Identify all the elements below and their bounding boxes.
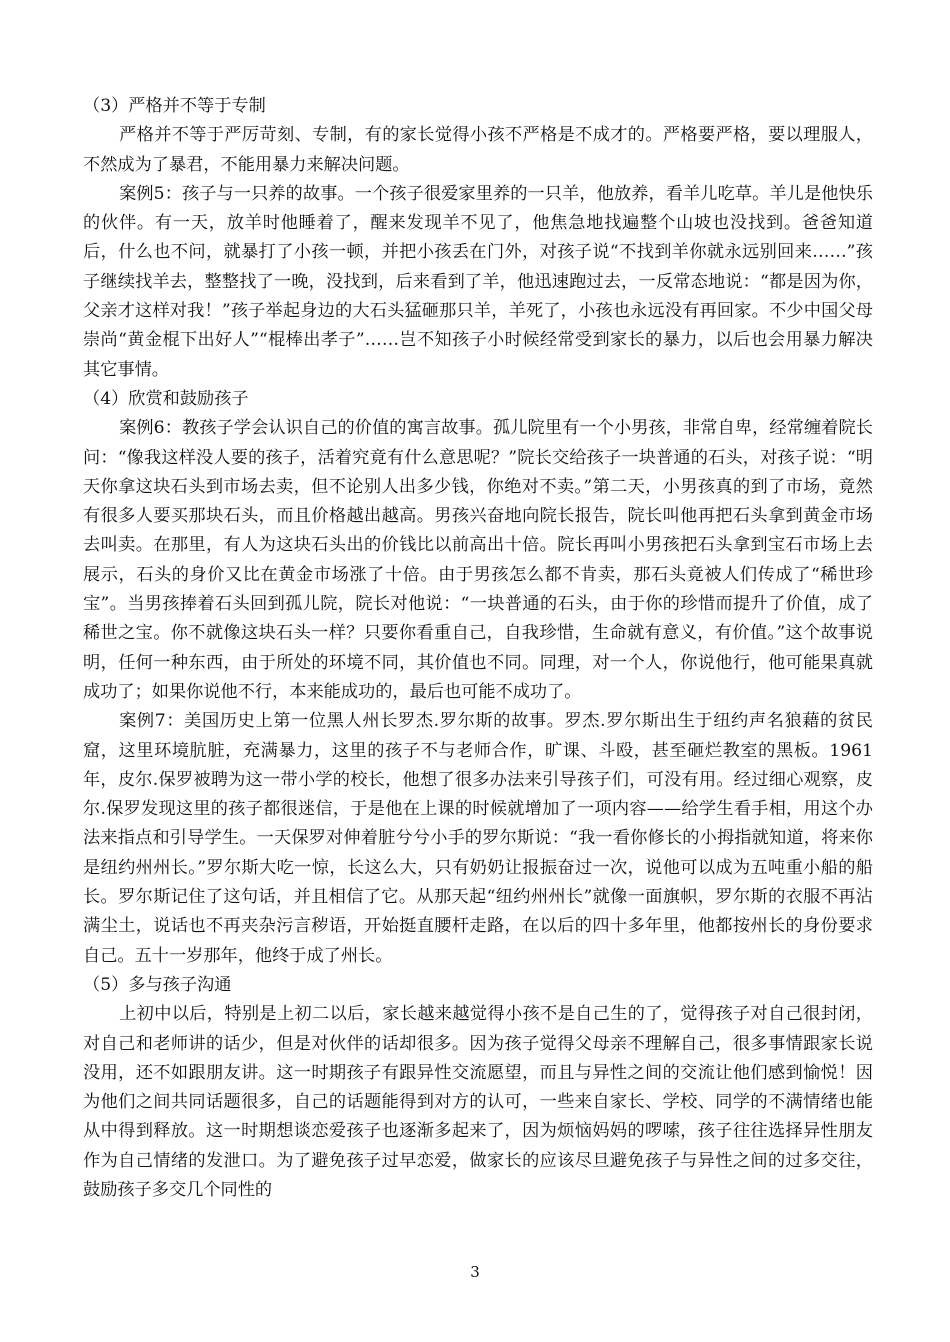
paragraph-case-6: 案例6：教孩子学会认识自己的价值的寓言故事。孤儿院里有一个小男孩，非常自卑，经常缠着院长问：“像我这样没人要的孩子，活着究竟有什么意思呢？”院长交给孩子一块普通的石头，对孩子说：“明天你拿这块石头到市场去卖，但不论别人出多少钱，你绝对不卖。”第二天，小男孩真的到了市场，竟然有很多人要买那块石头，而且价格越出越高。男孩兴奋地向院长报告，院长叫他再把石头拿到黄金市场去叫卖。在那里，有人为这块石头出的价钱比以前高出十倍。院长再叫小男孩把石头拿到宝石市场上去展示，石头的身价又比在黄金市场涨了十倍。由于男孩怎么都不肯卖，那石头竟被人们传成了“稀世珍宝”。当男孩捧着石头回到孤儿院，院长对他说：“一块普通的石头，由于你的珍惜而提升了价值，成了稀世之宝。你不就像这块石头一样？只要你看重自己，自我珍惜，生命就有意义，有价值。”这个故事说明，任何一种东西，由于所处的环境不同，其价值也不同。同理，对一个人，你说他行，他可能果真就成功了；如果你说他不行，本来能成功的，最后也可能不成功了。 — [83, 418, 873, 702]
paragraph-case-5: 案例5：孩子与一只养的故事。一个孩子很爱家里养的一只羊，他放养，看羊儿吃草。羊儿是他快乐的伙伴。有一天，放羊时他睡着了，醒来发现羊不见了，他焦急地找遍整个山坡也没找到。爸爸知道后，什么也不问，就暴打了小孩一顿，并把小孩丢在门外，对孩子说“不找到羊你就永远别回来……”孩子继续找羊去，整整找了一晚，没找到，后来看到了羊，他迅速跑过去，一反常态地说：“都是因为你，父亲才这样对我！”孩子举起身边的大石头猛砸那只羊，羊死了，小孩也永远没有再回家。不少中国父母崇尚“黄金棍下出好人”“棍棒出孝子”……岂不知孩子小时候经常受到家长的暴力，以后也会用暴力解决其它事情。 — [83, 183, 873, 380]
section-heading-5: （5）多与孩子沟通 — [83, 974, 232, 995]
page-number: 3 — [470, 1263, 480, 1281]
paragraph-strictness: 严格并不等于严厉苛刻、专制，有的家长觉得小孩不严格是不成才的。严格要严格，要以理服人，不然成为了暴君，不能用暴力来解决问题。 — [83, 125, 873, 175]
page-body — [83, 92, 873, 1205]
section-heading-4: （4）欣赏和鼓励孩子 — [83, 388, 249, 409]
paragraph-communication: 上初中以后，特别是上初二以后，家长越来越觉得小孩不是自己生的了，觉得孩子对自己很封闭，对自己和老师讲的话少，但是对伙伴的话却很多。因为孩子觉得父母亲不理解自己，很多事情跟家长说没用，还不如跟朋友讲。这一时期孩子有跟异性交流愿望，而且与异性之间的交流让他们感到愉悦！因为他们之间共同话题很多，自己的话题能得到对方的认可，一些来自家长、学校、同学的不满情绪也能从中得到释放。这一时期想谈恋爱孩子也逐渐多起来了，因为烦恼妈妈的啰嗦，孩子往往选择异性朋友作为自己情绪的发泄口。为了避免孩子过早恋爱，做家长的应该尽旦避免孩子与异性之间的过多交往，鼓励孩子多交几个同性的 — [83, 1004, 873, 1200]
paragraph-case-7: 案例7：美国历史上第一位黑人州长罗杰.罗尔斯的故事。罗杰.罗尔斯出生于纽约声名狼藉的贫民窟，这里环境肮脏，充满暴力，这里的孩子不与老师合作，旷课、斗殴，甚至砸烂教室的黑板。1961年，皮尔.保罗被聘为这一带小学的校长，他想了很多办法来引导孩子们，可没有用。经过细心观察，皮尔.保罗发现这里的孩子都很迷信，于是他在上课的时候就增加了一项内容——给学生看手相，用这个办法来指点和引导学生。一天保罗对伸着脏兮兮小手的罗尔斯说：“我一看你修长的小拇指就知道，将来你是纽约州州长。”罗尔斯大吃一惊，长这么大，只有奶奶让报振奋过一次，说他可以成为五吨重小船的船长。罗尔斯记住了这句话，并且相信了它。从那天起“纽约州州长”就像一面旗帜，罗尔斯的衣服不再沾满尘土，说话也不再夹杂污言秽语，开始挺直腰杆走路，在以后的四十多年里，他都按州长的身份要求自己。五十一岁那年，他终于成了州长。 — [83, 711, 873, 966]
section-heading-3: （3）严格并不等于专制 — [83, 96, 266, 116]
